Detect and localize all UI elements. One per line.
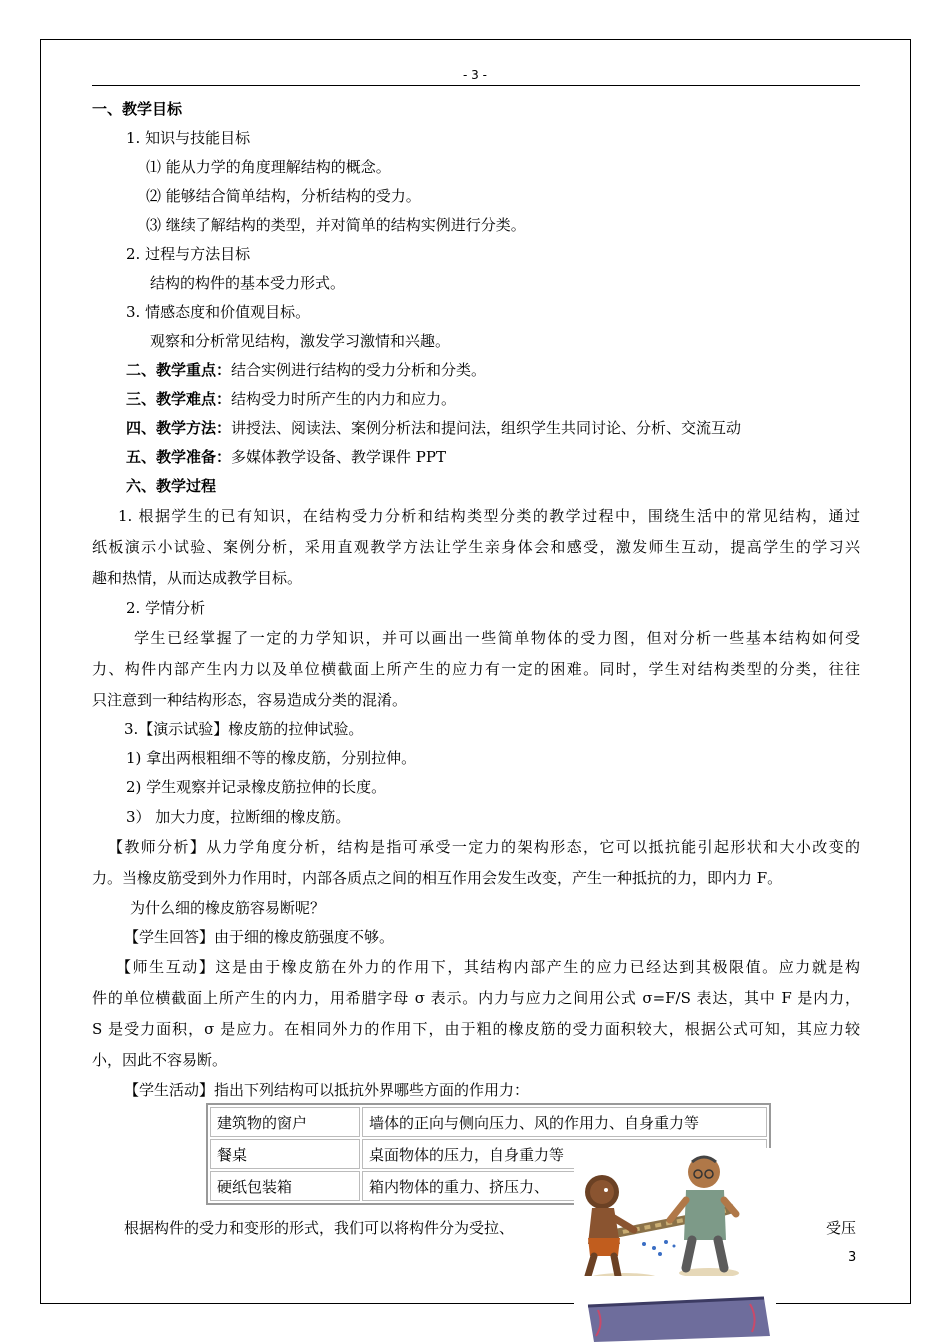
goal-2-text: 结构的构件的基本受力形式。: [150, 274, 346, 292]
tug-of-war-illustration: [574, 1148, 776, 1344]
header-rule: [92, 85, 860, 86]
process-paragraph-line: 1. 根据学生的已有知识，在结构受力分析和结构类型分类的教学过程中，围绕生活中的常见结构，通过: [118, 507, 860, 525]
teaching-prep-text: 多媒体教学设备、教学课件 PPT: [231, 448, 446, 466]
learning-analysis-line: 学生已经掌握了一定的力学知识，并可以画出一些简单物体的受力图，但对分析一些基本结构如何受: [134, 629, 860, 647]
key-points: [126, 359, 486, 381]
learning-analysis-heading: 2. 学情分析: [126, 599, 206, 617]
goal-1-item: ⑴ 能从力学的角度理解结构的概念。: [146, 158, 391, 176]
learning-analysis-line: 力、构件内部产生内力以及单位横截面上所产生的应力有一定的困难。同时，学生对结构类型的分类，往往: [92, 660, 860, 678]
component-classification-line-end: 受压: [826, 1219, 857, 1237]
difficulty-label: 三、教学难点：: [126, 390, 232, 408]
goal-1-item: ⑵ 能够结合简单结构，分析结构的受力。: [146, 187, 421, 205]
section-process-title: 六、教学过程: [126, 477, 217, 495]
demo-step: 3） 加大力度，拉断细的橡皮筋。: [126, 808, 351, 826]
table-row: [210, 1107, 767, 1137]
header-page-marker: - 3 -: [463, 68, 487, 82]
process-paragraph-line: 趣和热情，从而达成教学目标。: [92, 569, 303, 587]
interaction-line: 件的单位横截面上所产生的内力，用希腊字母 σ 表示。内力与应力之间用公式 σ=F/S 表达，其中 F 是内力，: [92, 989, 860, 1007]
section-goals-title: 一、教学目标: [92, 100, 183, 118]
goal-3-text: 观察和分析常见结构，激发学习激情和兴趣。: [150, 332, 451, 350]
table-cell-structure: 餐桌: [210, 1139, 360, 1169]
key-points-text: 结合实例进行结构的受力分析和分类。: [231, 361, 487, 379]
key-points-label: 二、教学重点：: [126, 361, 232, 379]
learning-analysis-line: 只注意到一种结构形态，容易造成分类的混淆。: [92, 691, 408, 709]
interaction-line: 【师生互动】这是由于橡皮筋在外力的作用下，其结构内部产生的应力已经达到其极限值。应力就是构: [116, 958, 860, 976]
goal-3-heading: 3. 情感态度和价值观目标。: [126, 303, 311, 321]
goal-1-heading: 1. 知识与技能目标: [126, 129, 251, 147]
teacher-analysis-line: 力。当橡皮筋受到外力作用时，内部各质点之间的相互作用会发生改变，产生一种抵抗的力，即内力 F。: [92, 869, 783, 887]
interaction-line: S 是受力面积，σ 是应力。在相同外力的作用下，由于粗的橡皮筋的受力面积较大，根据公式可知，其应力较: [92, 1020, 860, 1038]
interaction-line: 小，因此不容易断。: [92, 1051, 228, 1069]
difficulty-text: 结构受力时所产生的内力和应力。: [231, 390, 457, 408]
teacher-analysis-line: 【教师分析】从力学角度分析，结构是指可承受一定力的架构形态，它可以抵抗能引起形状和大小改变的: [108, 838, 860, 856]
table-cell-structure: 硬纸包装箱: [210, 1171, 360, 1201]
table-cell-structure: 建筑物的窗户: [210, 1107, 360, 1137]
demo-step: 1) 拿出两根粗细不等的橡皮筋，分别拉伸。: [126, 749, 417, 767]
difficulty: [126, 388, 456, 410]
goal-2-heading: 2. 过程与方法目标: [126, 245, 251, 263]
page-number: 3: [848, 1250, 857, 1265]
teaching-method-text: 讲授法、阅读法、案例分析法和提问法，组织学生共同讨论、分析、交流互动: [231, 419, 742, 437]
goal-1-item: ⑶ 继续了解结构的类型，并对简单的结构实例进行分类。: [146, 216, 526, 234]
teaching-prep-label: 五、教学准备：: [126, 448, 232, 466]
question-line: 为什么细的橡皮筋容易断呢？: [130, 899, 326, 917]
demo-step: 2) 学生观察并记录橡皮筋拉伸的长度。: [126, 778, 387, 796]
teaching-prep: [126, 446, 446, 468]
student-answer-line: 【学生回答】由于细的橡皮筋强度不够。: [124, 928, 395, 946]
table-cell-forces: 箱内物体的重力、挤压力、: [362, 1171, 767, 1201]
teaching-method: [126, 417, 741, 439]
process-paragraph-line: 纸板演示小试验、案例分析，采用直观教学方法让学生亲身体会和感受，激发师生互动，提高学生的学习兴: [92, 538, 860, 556]
demo-experiment-heading: 3.【演示试验】橡皮筋的拉伸试验。: [124, 720, 364, 738]
student-activity-line: 【学生活动】指出下列结构可以抵抗外界哪些方面的作用力：: [124, 1081, 530, 1099]
table-cell-forces: 桌面物体的压力，自身重力等: [362, 1139, 767, 1169]
component-classification-line: 根据构件的受力和变形的形式，我们可以将构件分为受拉、: [124, 1219, 515, 1237]
teaching-method-label: 四、教学方法：: [126, 419, 232, 437]
table-cell-forces: 墙体的正向与侧向压力、风的作用力、自身重力等: [362, 1107, 767, 1137]
